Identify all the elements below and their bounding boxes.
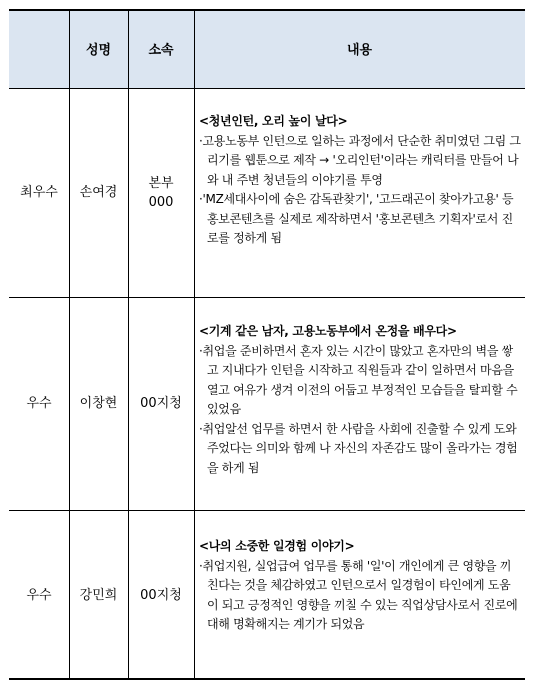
row2-title: <기계 같은 남자, 고용노동부에서 온정을 배우다> xyxy=(199,324,457,338)
column-divider xyxy=(69,9,70,680)
header-affiliation: 소속 xyxy=(148,43,174,58)
header-award xyxy=(9,9,69,88)
row2-name: 이창현 xyxy=(79,396,118,411)
row-divider xyxy=(9,297,525,298)
row1-content xyxy=(199,112,521,249)
row1-award: 최우수 xyxy=(20,185,58,200)
row2-affiliation: 00지청 xyxy=(140,396,182,411)
row3-title: <나의 소중한 일경험 이야기> xyxy=(199,539,355,553)
row1-item-2: ·'MZ세대사이에 숨은 감독관찾기', '고드래곤이 찾아가고용' 등 홍보콘텐츠를 실제로 제작하면서 '홍보콘텐츠 기획자'로서 진로를 정하게 됨 xyxy=(199,192,514,245)
column-divider xyxy=(194,9,195,680)
row1-title: <청년인턴, 오리 높이 날다> xyxy=(199,114,348,128)
row-divider xyxy=(9,88,525,89)
table-border-top xyxy=(9,9,525,11)
awards-table xyxy=(9,9,525,680)
row3-affiliation: 00지청 xyxy=(140,587,182,603)
row1-affiliation-line1: 본부 xyxy=(148,175,174,191)
row3-award: 우수 xyxy=(26,587,52,603)
row1-name: 손여경 xyxy=(79,185,118,200)
row1-affiliation-line2: 000 xyxy=(148,194,174,210)
row1-affiliation xyxy=(128,88,194,297)
header-name: 성명 xyxy=(85,43,112,58)
row1-item-1: ·고용노동부 인턴으로 일하는 과정에서 단순한 취미였던 그림 그리기를 웹툰으로 제작 → '오리인턴'이라는 캐릭터를 만들어 나와 내 주변 청년들의 이야기를 투영 xyxy=(199,133,521,187)
row2-item-1: ·취업을 준비하면서 혼자 있는 시간이 많았고 혼자만의 벽을 쌓고 지내다가 인턴을 시작하고 직원들과 같이 일하면서 마음을 열고 여유가 생겨 이전의 어둡고 부정적인 모습들을 탈피할 수 있었음 xyxy=(199,343,518,416)
column-divider xyxy=(128,9,129,680)
row-divider xyxy=(9,510,525,511)
row3-content xyxy=(199,537,521,635)
header-content: 내용 xyxy=(346,43,373,58)
row3-item-1: ·취업지원, 실업급여 업무를 통해 '일'이 개인에게 큰 영향을 끼친다는 것을 체감하였고 인턴으로서 일경험이 타인에게 도움이 되고 긍정적인 영향을 끼칠 수 있는 직업상담사로서 진로에 대해 명확해지는 계기가 되었음 xyxy=(199,558,518,631)
row2-award: 우수 xyxy=(26,396,52,411)
row3-name: 강민희 xyxy=(79,587,118,603)
row2-content xyxy=(199,322,521,478)
table-border-bottom xyxy=(9,678,525,680)
row2-item-2: ·취업알선 업무를 하면서 한 사람을 사회에 진출할 수 있게 도와주었다는 의미와 함께 나 자신의 자존감도 많이 올라가는 경험을 하게 됨 xyxy=(199,421,518,475)
